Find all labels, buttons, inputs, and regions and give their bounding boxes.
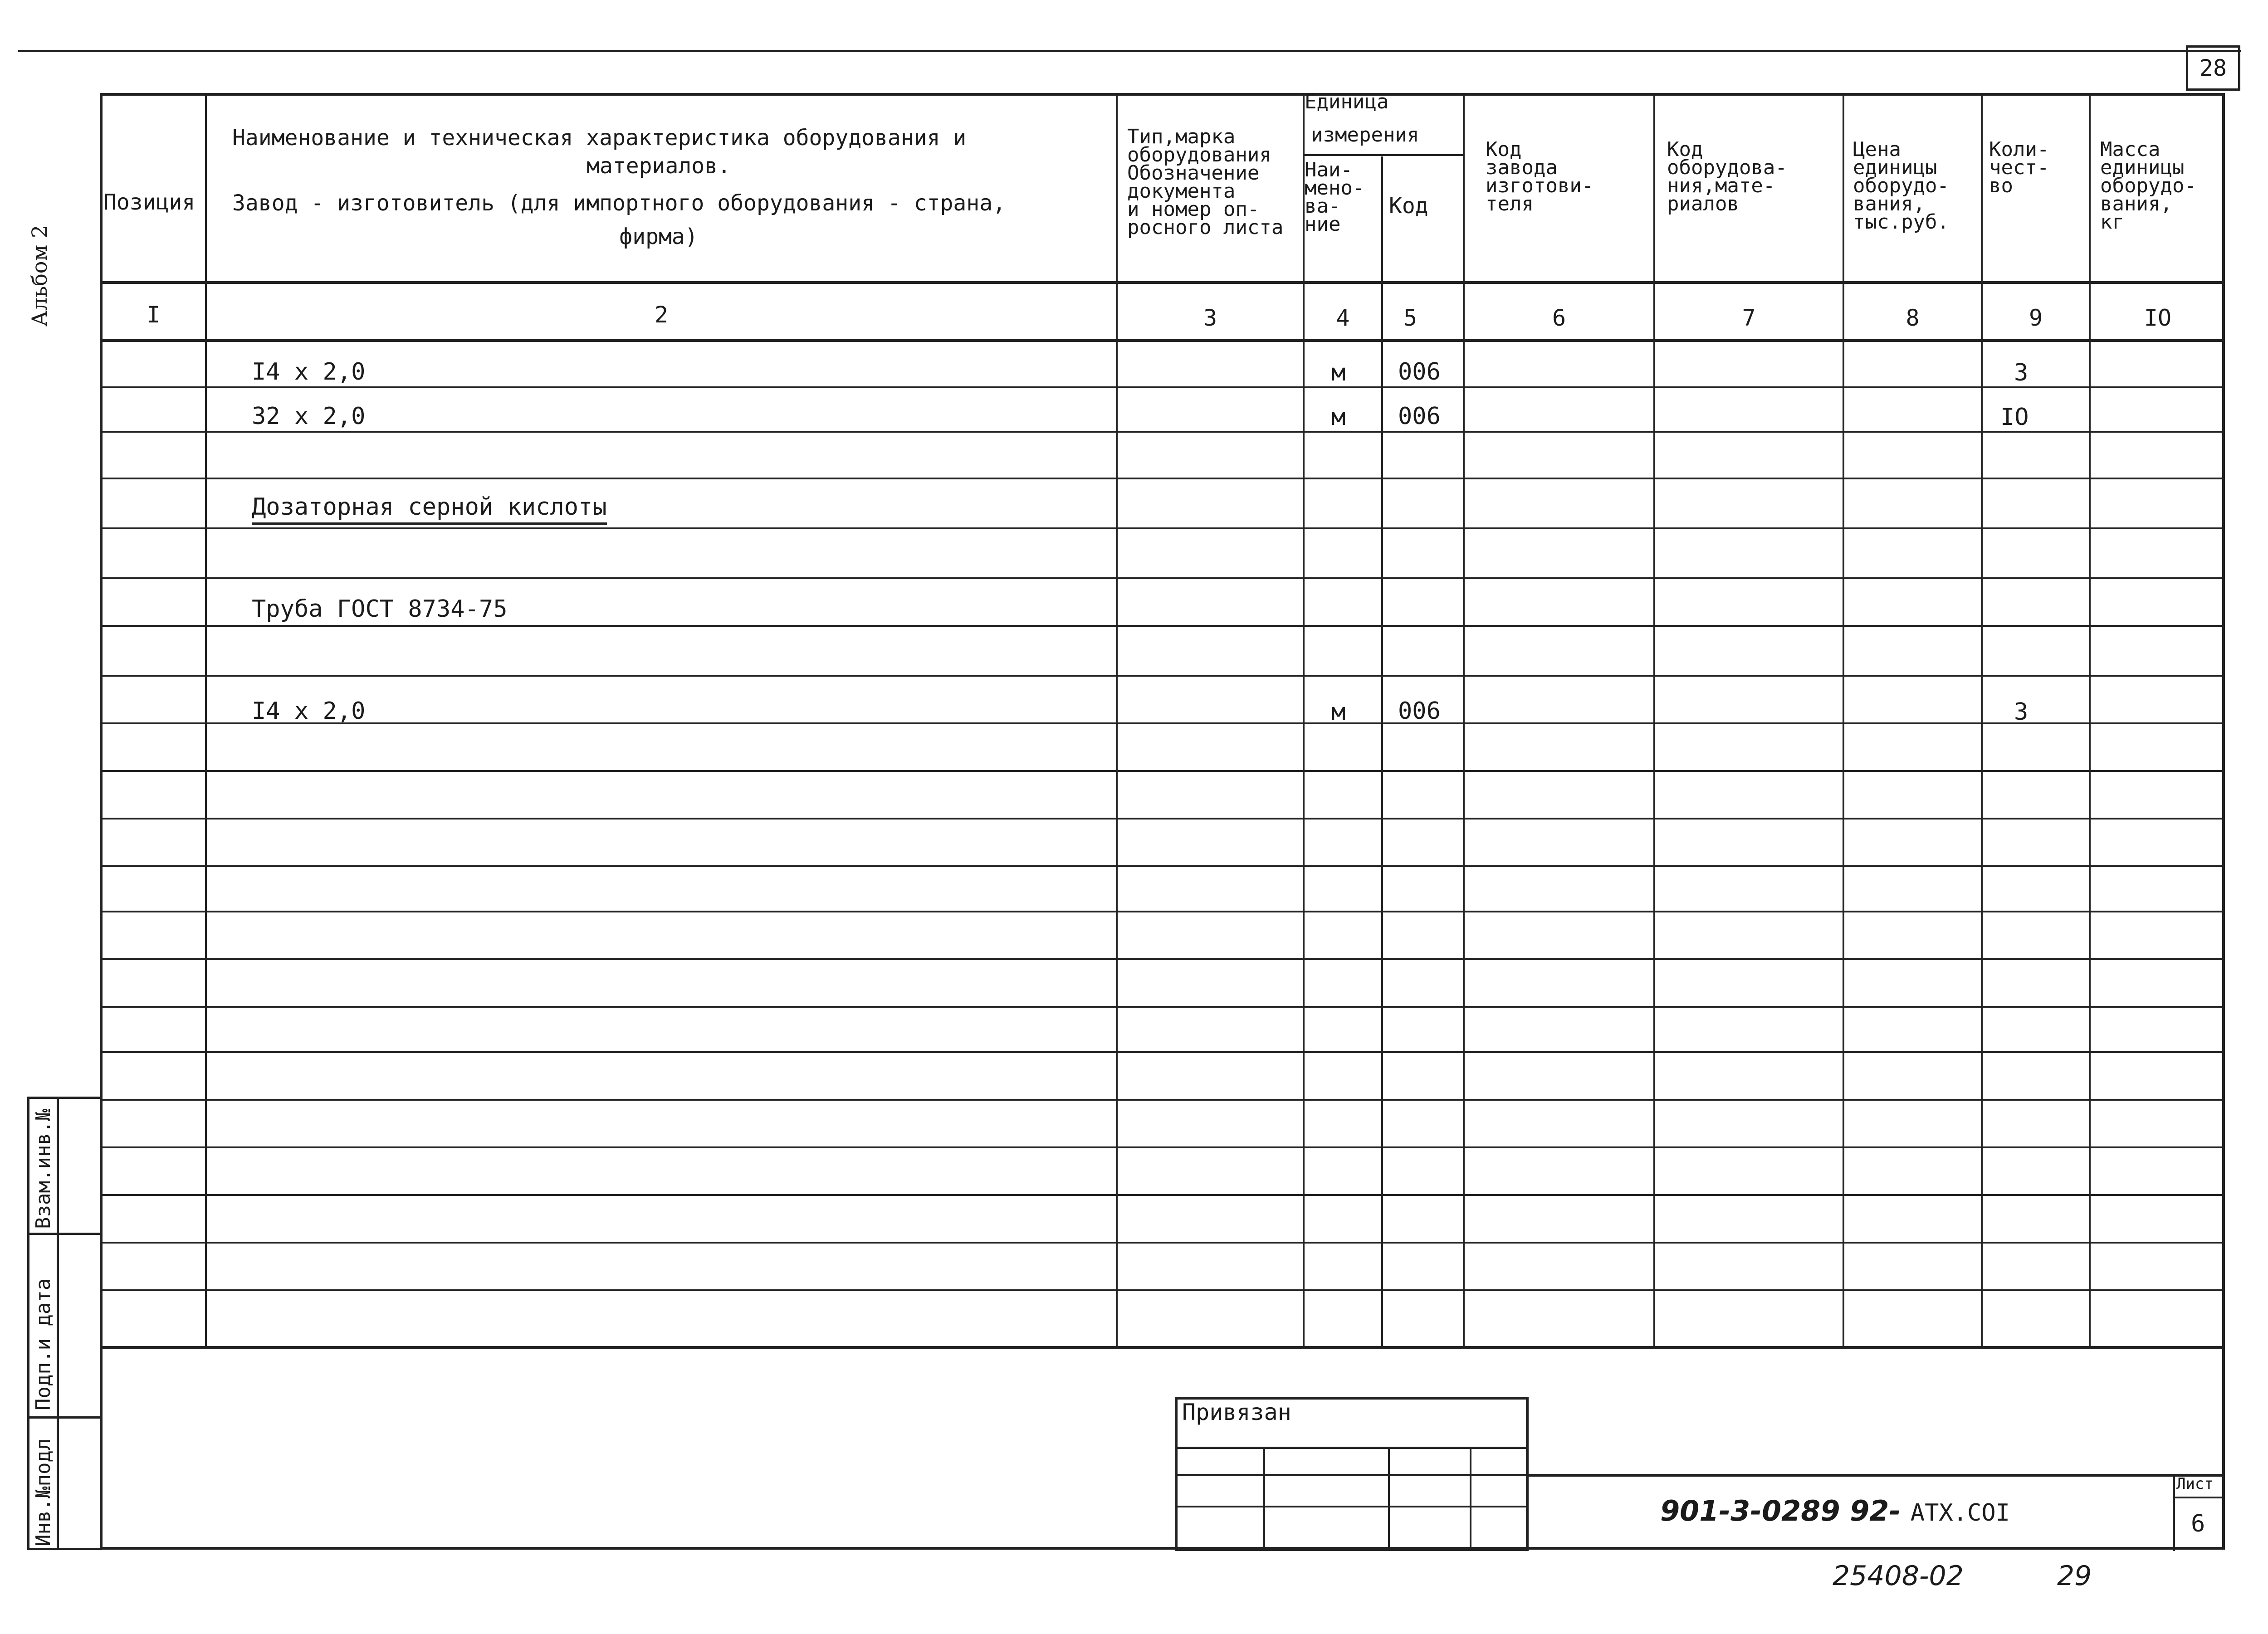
row-code: 006	[1398, 697, 1441, 725]
header-material-code: Код оборудова- ния,мате- риалов	[1667, 138, 1787, 215]
row-rule	[100, 478, 2225, 479]
colnum-7: 7	[1742, 305, 1756, 331]
stamp-rule	[27, 1233, 102, 1235]
table-bottom-rule	[100, 1346, 2225, 1349]
row-rule	[100, 770, 2225, 772]
header-unit-group-line1: Единица	[1305, 90, 1389, 113]
stamp-vzam: Взам.инв.№	[32, 1109, 55, 1229]
unit-group-rule	[1303, 154, 1463, 156]
col-divider	[1381, 156, 1383, 1349]
colnum-3: 3	[1203, 305, 1217, 331]
row-qty: 3	[2014, 359, 2028, 386]
colnum-bottom-rule	[100, 339, 2225, 342]
colnum-4: 4	[1336, 305, 1350, 331]
header-name-line1: Наименование и техническая характеристика оборудования и	[232, 125, 967, 151]
album-label: Альбом 2	[27, 224, 52, 327]
row-unit: м	[1331, 698, 1346, 726]
colnum-9: 9	[2028, 305, 2043, 331]
privyazan-divider	[1263, 1447, 1265, 1551]
privyazan-divider	[1470, 1447, 1471, 1551]
row-qty: 3	[2014, 698, 2028, 726]
section-heading: Дозаторная серной кислоты	[252, 493, 607, 525]
header-price: Цена единицы оборудо- вания, тыс.руб.	[1853, 138, 1949, 234]
header-mass: Масса единицы оборудо- вания, кг	[2100, 138, 2196, 234]
row-rule	[100, 1194, 2225, 1196]
row-name: I4 x 2,0	[252, 358, 366, 385]
row-rule	[100, 1006, 2225, 1008]
row-unit: м	[1331, 404, 1346, 431]
colnum-2: 2	[654, 302, 669, 328]
privyazan-rule	[1175, 1474, 1529, 1476]
header-unit-group-line2: измерения	[1311, 123, 1419, 146]
row-rule	[100, 1146, 2225, 1148]
row-rule	[100, 818, 2225, 819]
row-rule	[100, 1051, 2225, 1053]
row-rule	[100, 722, 2225, 724]
sheet-label: Лист	[2176, 1475, 2214, 1493]
row-unit: м	[1331, 359, 1346, 386]
sheet-rule	[2173, 1497, 2225, 1498]
header-name-line4: фирма)	[619, 224, 698, 249]
title-block-rule	[1529, 1474, 2225, 1477]
row-name: I4 x 2,0	[252, 697, 366, 725]
colnum-6: 6	[1552, 305, 1566, 331]
row-rule	[100, 577, 2225, 579]
header-name-line2: материалов.	[587, 153, 731, 179]
header-type: Тип,марка оборудования Обозначение документа и номер оп- росного листа	[1127, 125, 1284, 239]
header-bottom-rule	[100, 281, 2225, 284]
footer-handwritten-number: 29	[2057, 1560, 2092, 1592]
header-factory-code: Код завода изготови- теля	[1486, 138, 1594, 215]
stamp-podp: Подп.и дата	[32, 1278, 55, 1410]
row-rule	[100, 1099, 2225, 1101]
row-code: 006	[1398, 403, 1441, 430]
stamp-inv: Инв.№подл	[32, 1438, 55, 1546]
row-rule	[100, 527, 2225, 529]
privyazan-rule	[1175, 1506, 1529, 1507]
document-code: 901-3-0289 92- АТХ.СОI	[1660, 1494, 2010, 1527]
row-qty: IO	[2000, 404, 2029, 431]
row-name: Труба ГОСТ 8734-75	[252, 595, 508, 623]
sheet-divider	[2173, 1474, 2175, 1551]
stamp-rule	[27, 1416, 102, 1419]
colnum-10: IO	[2144, 305, 2172, 331]
colnum-5: 5	[1403, 305, 1418, 331]
top-rule	[18, 50, 2241, 52]
row-rule	[100, 1289, 2225, 1291]
row-code: 006	[1398, 358, 1441, 385]
row-rule	[100, 1242, 2225, 1244]
privyazan-divider	[1388, 1447, 1390, 1551]
sheet-number: 6	[2191, 1510, 2205, 1537]
privyazan-label: Привязан	[1182, 1399, 1291, 1425]
row-rule	[100, 675, 2225, 677]
row-rule	[100, 431, 2225, 433]
row-rule	[100, 958, 2225, 960]
page-number: 28	[2186, 45, 2240, 91]
header-position: Позиция	[103, 190, 196, 215]
stamp-divider	[57, 1097, 59, 1550]
colnum-1: I	[146, 302, 161, 328]
header-unit-code: Код	[1389, 193, 1428, 219]
colnum-8: 8	[1906, 305, 1920, 331]
row-rule	[100, 386, 2225, 388]
row-rule	[100, 865, 2225, 867]
header-unit-name: Наи- мено- ва- ние	[1305, 158, 1365, 236]
privyazan-rule	[1175, 1447, 1529, 1449]
header-quantity: Коли- чест- во	[1989, 138, 2049, 197]
footer-handwritten-code: 25408-02	[1833, 1560, 1964, 1592]
row-name: 32 x 2,0	[252, 403, 366, 430]
row-rule	[100, 911, 2225, 912]
row-rule	[100, 625, 2225, 627]
header-name-line3: Завод - изготовитель (для импортного оборудования - страна,	[232, 190, 1006, 216]
